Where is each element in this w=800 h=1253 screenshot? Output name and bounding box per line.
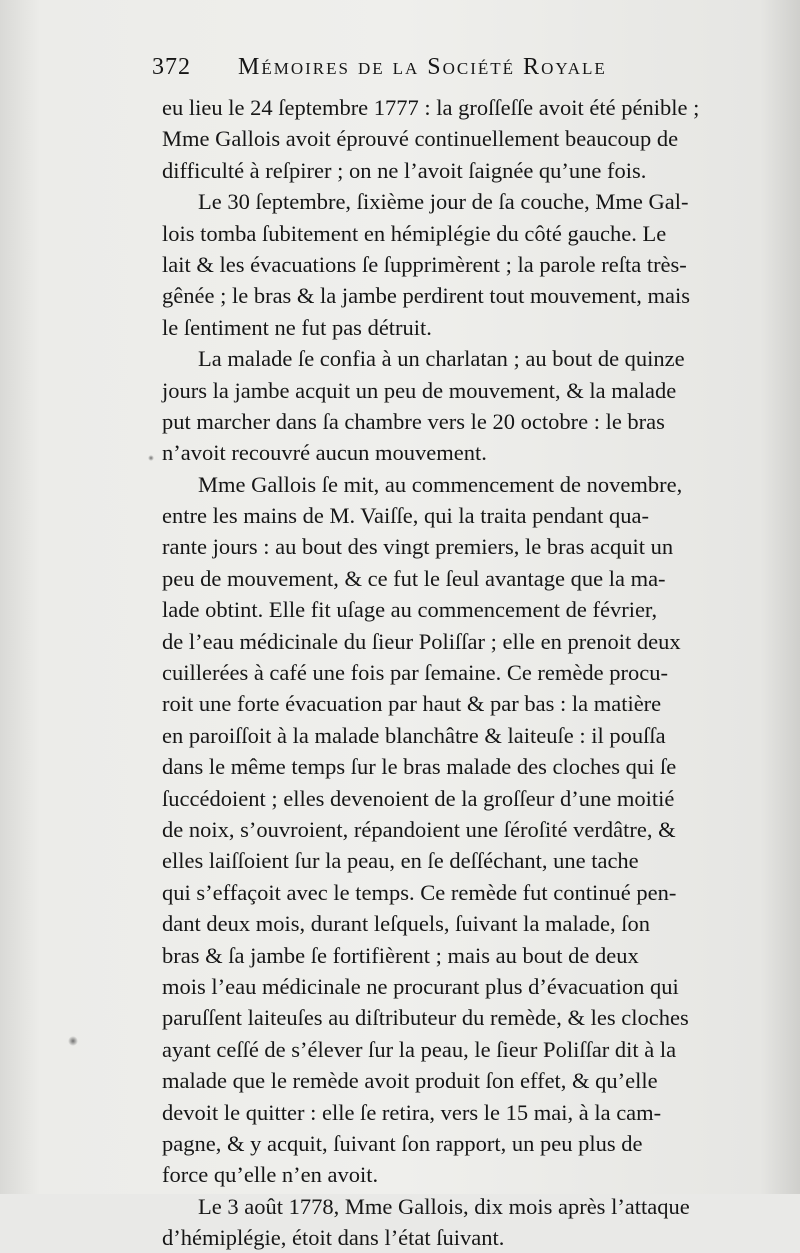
- text-line: put marcher dans ſa chambre vers le 20 octobre : le bras: [162, 408, 665, 434]
- text-line: le ſentiment ne fut pas détruit.: [162, 314, 432, 340]
- text-line: roit une forte évacuation par haut & par bas : la matière: [162, 691, 662, 717]
- body-text: [162, 92, 770, 1253]
- text-line: lois tomba ſubitement en hémiplégie du côté gauche. Le: [162, 220, 667, 246]
- paragraph-start-line: Mme Gallois ſe mit, au commencement de novembre,: [198, 471, 683, 497]
- text-line: pagne, & y acquit, ſuivant ſon rapport, un peu plus de: [162, 1130, 643, 1156]
- text-line: bras & ſa jambe ſe fortifièrent ; mais au bout de deux: [162, 942, 639, 968]
- paragraph-start-line: Le 3 août 1778, Mme Gallois, dix mois après l’attaque: [198, 1193, 690, 1219]
- text-line: qui s’effaçoit avec le temps. Ce remède fut continué pen-: [162, 879, 677, 905]
- paragraph-start-line: La malade ſe confia à un charlatan ; au bout de quinze: [198, 346, 685, 372]
- text-line: eu lieu le 24 ſeptembre 1777 : la groſſeſſe avoit été pénible ;: [162, 95, 700, 120]
- running-head: Mémoires de la Société Royale: [238, 54, 607, 80]
- page-number: 372: [152, 54, 191, 80]
- text-line: rante jours : au bout des vingt premiers, le bras acquit un: [162, 534, 674, 560]
- text-line: Mme Gallois avoit éprouvé continuellement beaucoup de: [162, 126, 679, 152]
- text-line: entre les mains de M. Vaiſſe, qui la traita pendant qua-: [162, 503, 649, 529]
- ink-smudge: [68, 1036, 78, 1046]
- text-line: n’avoit recouvré aucun mouvement.: [162, 440, 487, 466]
- text-line: devoit le quitter : elle ſe retira, vers le 15 mai, à la cam-: [162, 1099, 662, 1125]
- text-line: force qu’elle n’en avoit.: [162, 1162, 379, 1188]
- text-line: mois l’eau médicinale ne procurant plus d’évacuation qui: [162, 973, 679, 999]
- text-line: malade que le remède avoit produit ſon effet, & qu’elle: [162, 1068, 658, 1094]
- text-line: lade obtint. Elle fit uſage au commencement de février,: [162, 597, 658, 623]
- text-line: ſuccédoient ; elles devenoient de la groſſeur d’une moitié: [162, 785, 675, 811]
- text-line: cuillerées à café une fois par ſemaine. Ce remède procu-: [162, 660, 668, 686]
- text-line: en paroiſſoit à la malade blanchâtre & laiteuſe : il pouſſa: [162, 722, 666, 748]
- text-line: de l’eau médicinale du ſieur Poliſſar ; elle en prenoit deux: [162, 628, 681, 654]
- text-line: dant deux mois, durant leſquels, ſuivant la malade, ſon: [162, 911, 651, 937]
- text-line: dans le même temps ſur le bras malade des cloches qui ſe: [162, 754, 677, 780]
- text-line: peu de mouvement, & ce fut le ſeul avantage que la ma-: [162, 565, 666, 591]
- text-line: difficulté à reſpirer ; on ne l’avoit ſaignée qu’une fois.: [162, 157, 647, 183]
- text-line: jours la jambe acquit un peu de mouvement, & la malade: [162, 377, 677, 403]
- ink-smudge: [148, 455, 154, 461]
- text-line: d’hémiplégie, étoit dans l’état ſuivant.: [162, 1225, 505, 1251]
- paragraph-start-line: Le 30 ſeptembre, ſixième jour de ſa couche, Mme Gal-: [198, 189, 689, 215]
- text-line: paruſſent laiteuſes au diſtributeur du remède, & les cloches: [162, 1005, 689, 1031]
- text-line: ayant ceſſé de s’élever ſur la peau, le ſieur Poliſſar dit à la: [162, 1036, 677, 1062]
- text-line: lait & les évacuations ſe ſupprimèrent ; la parole reſta très-: [162, 251, 687, 277]
- text-line: gênée ; le bras & la jambe perdirent tout mouvement, mais: [162, 283, 690, 309]
- text-line: elles laiſſoient ſur la peau, en ſe deſſéchant, une tache: [162, 848, 639, 874]
- text-line: de noix, s’ouvroient, répandoient une ſéroſité verdâtre, &: [162, 816, 676, 842]
